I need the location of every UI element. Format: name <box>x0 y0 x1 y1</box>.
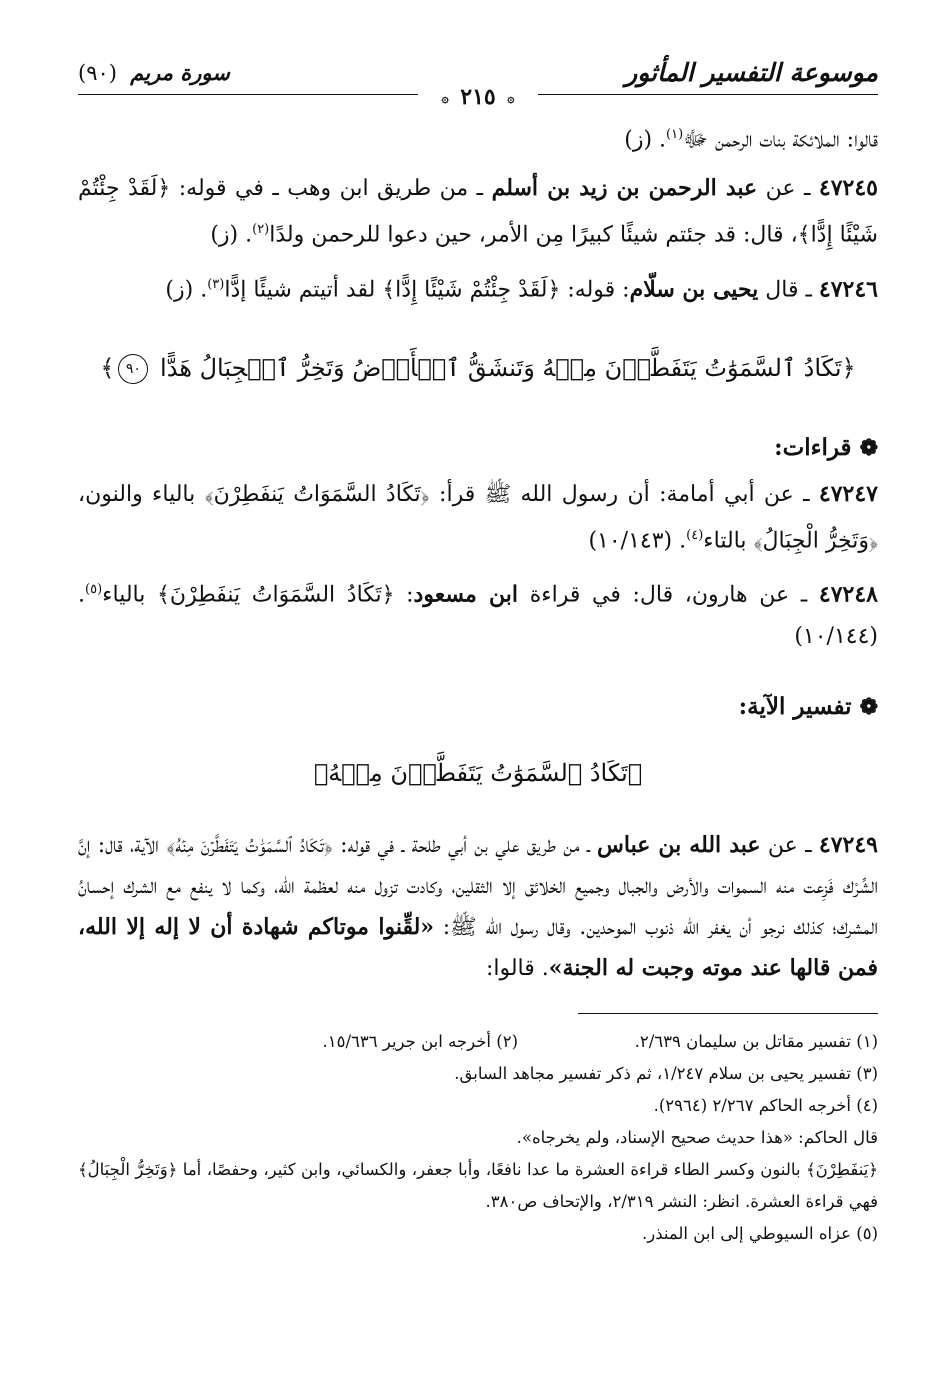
quran-quote: ﴿تَكَادُ ٱلسَّمَوَٰتُ يَتَفَطَّرۡنَ مِنۡهُ﴾ <box>166 832 333 858</box>
text: : <box>394 582 414 608</box>
section-heading-tafsir <box>78 687 878 727</box>
text: : قوله: <box>560 276 630 302</box>
narration-47248 <box>78 569 878 656</box>
text: ـ من طريق علي بن أبي طلحة ـ في قوله: <box>332 832 598 858</box>
ornament-icon: ۞ <box>507 91 515 105</box>
text: ـ عن <box>760 832 819 858</box>
narrator-name: عبد الله بن عباس <box>597 831 761 858</box>
footnote-5: (٥) عزاه السيوطي إلى ابن المنذر. <box>642 1223 878 1243</box>
running-header <box>78 58 878 110</box>
text: قالوا: الملائكة بنات الرحمن ﷻ <box>683 127 878 153</box>
quran-quote: ﴿وَتَخِرُّ الْجِبَالُ﴾ <box>753 528 878 554</box>
section-heading-readings <box>78 428 878 468</box>
text: ـ قال <box>758 276 819 302</box>
flower-icon: ❁ <box>859 693 878 720</box>
footnote-row <box>78 1026 878 1058</box>
quran-quote: ﴿تَكَادُ السَّمَوَاتُ يَنفَطِرْنَ﴾ <box>204 481 430 507</box>
narration-number: ٤٧٢٤٨ <box>818 581 878 608</box>
text: بالياء والنون، <box>78 481 205 507</box>
footnote-ref: (٢) <box>252 222 270 238</box>
text: . (ز) <box>165 276 208 302</box>
narration-47246 <box>78 264 878 310</box>
quran-quote: ﴿لَقَدْ جِئْتُمْ شَيْئًا إِدًّا﴾ <box>78 176 878 248</box>
text: . (ز) <box>210 222 253 248</box>
footnote-rule <box>578 1013 878 1014</box>
flower-icon: ❁ <box>859 434 878 461</box>
page-number-box <box>418 84 538 110</box>
footnote-4: (٤) أخرجه الحاكم ٢/٢٦٧ (٢٩٦٤). <box>653 1095 878 1115</box>
narration-number: ٤٧٢٤٩ <box>818 831 878 858</box>
narration-number: ٤٧٢٤٥ <box>818 175 878 202</box>
text: ـ عن <box>757 176 819 202</box>
narrator-name: ابن مسعود <box>413 581 519 608</box>
narrator-name: عبد الرحمن بن زيد بن أسلم <box>491 175 758 202</box>
text: . (١٠/١٤٣) <box>588 528 687 554</box>
section-title: تفسير الآية: <box>738 692 852 720</box>
text: . (١٠/١٤٤) <box>78 582 878 649</box>
text: لقد أتيتم شيئًا إدًّا <box>224 276 383 302</box>
verse-number-mark: ٩٠ <box>118 354 148 384</box>
footnote-ref: (٤) <box>686 527 704 543</box>
footnote-2: (٢) أخرجه ابن جرير ١٥/٦٣٦. <box>322 1031 518 1051</box>
quran-quote: ﴿تَكَادُ السَّمَوَاتُ يَنفَطِرْنَ﴾ <box>157 582 395 608</box>
narration-47249 <box>78 825 878 989</box>
book-title: موسوعة التفسير المأثور <box>625 58 878 87</box>
footnote-ref: (٥) <box>85 582 103 598</box>
page-number: ٢١٥ <box>460 84 496 110</box>
footnote-ref: (١) <box>666 127 684 142</box>
text: ـ من طريق ابن وهب ـ في قوله: <box>170 176 492 202</box>
narration-47247 <box>78 474 878 561</box>
narration-number: ٤٧٢٤٦ <box>818 275 878 302</box>
footnote-ref: (٣) <box>207 276 225 292</box>
text: . (ز) <box>624 127 667 153</box>
narration-number: ٤٧٢٤٧ <box>818 480 878 507</box>
footnote-3: (٣) تفسير يحيى بن سلام ١/٢٤٧، ثم ذكر تفسير مجاهد السابق. <box>454 1063 878 1083</box>
text: ، قال: قد جئتم شيئًا كبيرًا مِن الأمر، حين دعوا للرحمن ولدًا <box>269 222 798 248</box>
section-title: قراءات: <box>774 433 852 461</box>
text: . قالوا: <box>485 955 549 981</box>
text: بالتاء <box>703 528 754 554</box>
footnote-1: (١) تفسير مقاتل بن سليمان ٢/٦٣٩. <box>634 1031 878 1051</box>
quran-quote: ﴿لَقَدْ جِئْتُمْ شَيْئًا إِدًّا﴾ <box>382 276 561 302</box>
text: ـ عن هارون، قال: في قراءة <box>518 582 819 608</box>
quran-verse-90 <box>78 348 878 388</box>
text: بالياء <box>102 582 158 608</box>
hadith-quote: «لقِّنوا موتاكم شهادة أن لا إله إلا الله، فمن قالها عند موته وجبت له الجنة» <box>78 913 878 981</box>
page <box>78 58 878 1250</box>
verse-text: ﴿تَكَادُ ٱلسَّمَوَٰتُ يَتَفَطَّرۡنَ مِنۡهُ وَتَنشَقُّ ٱلۡأَرۡضُ وَتَخِرُّ ٱلۡجِبَالُ هَدًّا <box>160 353 856 382</box>
surah-name: سورة مريم <box>130 60 230 85</box>
narrator-name: يحيى بن سلّام <box>629 275 759 302</box>
ornament-icon: ۞ <box>441 91 449 105</box>
footnote-4-reading: ﴿يَنفَطِرْنَ﴾ بالنون وكسر الطاء قراءة العشرة ما عدا نافعًا، وأبا جعفر، والكسائي، وابن كثير، وحفصًا، أما ﴿وَتَخِرُّ الْجِبَالُ﴾ فهي قراءة العشرة. انظر: النشر ٢/٣١٩، والإتحاف ص٣٨٠. <box>78 1159 878 1211</box>
paragraph-continuation <box>78 114 878 160</box>
verse-close-bracket: ﴾ <box>100 353 115 382</box>
footnote-4-note: قال الحاكم: «هذا حديث صحيح الإسناد، ولم يخرجاه». <box>516 1127 878 1147</box>
surah-title <box>78 60 230 85</box>
text: ـ عن أبي أمامة: أن رسول الله ﷺ قرأ: <box>429 481 819 507</box>
quran-verse-segment: ﴿تَكَادُ ٱلسَّمَوَٰتُ يَتَفَطَّرۡنَ مِنۡهُ﴾ <box>313 758 643 787</box>
text: الآية، قال: إنَّ الشِّرْك فَزِعت منه السموات والأرض والجبال وجميع الخلائق إلا الثقلين، وكادت تزول منه لعظمة الله، وكما لا ينفع مع الشرك إحسانُ المشرك؛ كذلك نرجو أن يغفر الله ذنوب الموحدين. وقال رسول الله ﷺ: <box>78 832 879 940</box>
narration-47245 <box>78 168 878 255</box>
verse-number: (٩٠) <box>78 61 117 85</box>
